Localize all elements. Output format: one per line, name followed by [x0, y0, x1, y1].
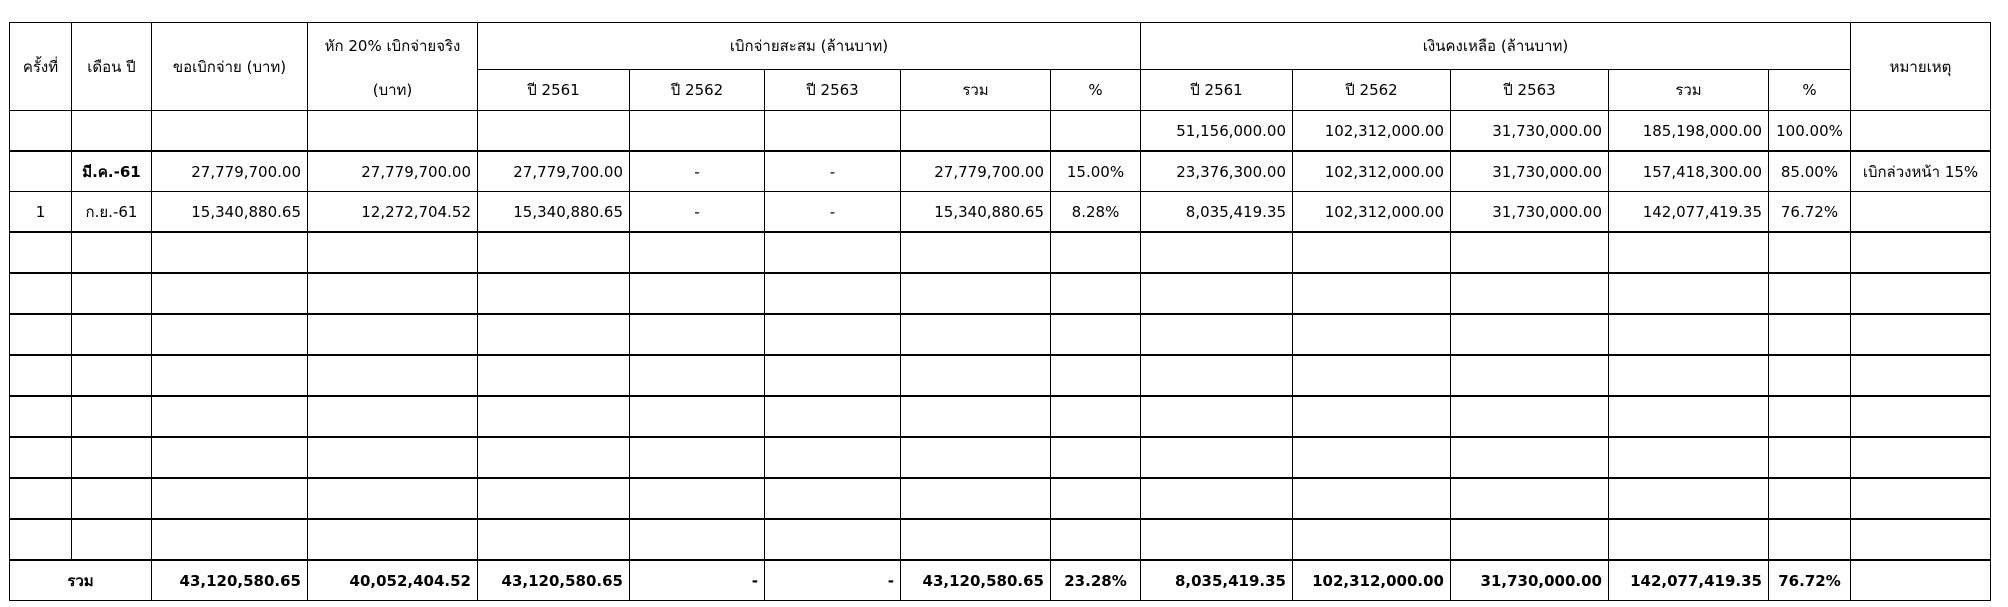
empty-row [10, 478, 1991, 519]
cell-deduct: 12,272,704.52 [308, 192, 478, 233]
header-rem-2563: ปี 2563 [1451, 70, 1609, 111]
table-row [10, 192, 1991, 233]
cell-rem-total: 142,077,419.35 [1609, 192, 1769, 233]
header-rem-2562: ปี 2562 [1293, 70, 1451, 111]
cell-rem-percent: 76.72% [1769, 192, 1851, 233]
cell-cum-2563 [765, 111, 901, 152]
cell-cum-2562 [630, 111, 765, 152]
total-label: รวม [10, 560, 152, 601]
cell-rem-2562: 102,312,000.00 [1293, 192, 1451, 233]
cell-cum-total: 15,340,880.65 [901, 192, 1051, 233]
cell-rem-2563: 31,730,000.00 [1451, 111, 1609, 152]
cell-month: มี.ค.-61 [72, 151, 152, 192]
total-cum-2561: 43,120,580.65 [478, 560, 630, 601]
cell-note [1851, 192, 1991, 233]
cell-cum-2561: 15,340,880.65 [478, 192, 630, 233]
cell-no [10, 111, 72, 152]
cell-cum-total: 27,779,700.00 [901, 151, 1051, 192]
table-row [10, 111, 1991, 152]
cell-rem-percent: 85.00% [1769, 151, 1851, 192]
cell-rem-2561: 8,035,419.35 [1141, 192, 1293, 233]
cell-cum-percent: 15.00% [1051, 151, 1141, 192]
total-rem-2563: 31,730,000.00 [1451, 560, 1609, 601]
empty-row [10, 273, 1991, 314]
total-rem-percent: 76.72% [1769, 560, 1851, 601]
cell-deduct [308, 111, 478, 152]
cell-rem-total: 185,198,000.00 [1609, 111, 1769, 152]
total-cum-percent: 23.28% [1051, 560, 1141, 601]
cell-note: เบิกล่วงหน้า 15% [1851, 151, 1991, 192]
cell-no: 1 [10, 192, 72, 233]
header-deduct-line1: หัก 20% เบิกจ่ายจริง [308, 23, 478, 70]
empty-row [10, 437, 1991, 478]
cell-month: ก.ย.-61 [72, 192, 152, 233]
cell-request: 27,779,700.00 [152, 151, 308, 192]
header-month: เดือน ปี [72, 23, 152, 111]
header-request: ขอเบิกจ่าย (บาท) [152, 23, 308, 111]
cell-month [72, 111, 152, 152]
total-note [1851, 560, 1991, 601]
header-cum-2563: ปี 2563 [765, 70, 901, 111]
header-note: หมายเหตุ [1851, 23, 1991, 111]
cell-rem-2561: 23,376,300.00 [1141, 151, 1293, 192]
total-cum-2562: - [630, 560, 765, 601]
header-remaining-group: เงินคงเหลือ (ล้านบาท) [1141, 23, 1851, 70]
header-no: ครั้งที่ [10, 23, 72, 111]
table-row [10, 151, 1991, 192]
header-rem-2561: ปี 2561 [1141, 70, 1293, 111]
cell-cum-percent [1051, 111, 1141, 152]
cell-cum-2563: - [765, 192, 901, 233]
cell-rem-2563: 31,730,000.00 [1451, 192, 1609, 233]
cell-cum-2563: - [765, 151, 901, 192]
cell-no [10, 151, 72, 192]
total-rem-2562: 102,312,000.00 [1293, 560, 1451, 601]
header-deduct-line2: (บาท) [308, 70, 478, 111]
empty-row [10, 519, 1991, 560]
header-rem-percent: % [1769, 70, 1851, 111]
cell-request [152, 111, 308, 152]
cell-cum-percent: 8.28% [1051, 192, 1141, 233]
disbursement-table [9, 22, 1991, 601]
total-cum-total: 43,120,580.65 [901, 560, 1051, 601]
cell-deduct: 27,779,700.00 [308, 151, 478, 192]
cell-rem-percent: 100.00% [1769, 111, 1851, 152]
empty-row [10, 396, 1991, 437]
cell-cum-2562: - [630, 151, 765, 192]
cell-rem-total: 157,418,300.00 [1609, 151, 1769, 192]
total-request: 43,120,580.65 [152, 560, 308, 601]
cell-note [1851, 111, 1991, 152]
header-cum-2561: ปี 2561 [478, 70, 630, 111]
header-rem-total: รวม [1609, 70, 1769, 111]
cell-request: 15,340,880.65 [152, 192, 308, 233]
disbursement-table-container [9, 22, 1991, 601]
header-cum-2562: ปี 2562 [630, 70, 765, 111]
empty-row [10, 232, 1991, 273]
cell-cum-total [901, 111, 1051, 152]
empty-row [10, 314, 1991, 355]
empty-row [10, 355, 1991, 396]
header-cumulative-group: เบิกจ่ายสะสม (ล้านบาท) [478, 23, 1141, 70]
cell-rem-2562: 102,312,000.00 [1293, 111, 1451, 152]
cell-rem-2562: 102,312,000.00 [1293, 151, 1451, 192]
cell-rem-2561: 51,156,000.00 [1141, 111, 1293, 152]
cell-cum-2561 [478, 111, 630, 152]
total-row [10, 560, 1991, 601]
total-cum-2563: - [765, 560, 901, 601]
total-rem-total: 142,077,419.35 [1609, 560, 1769, 601]
cell-cum-2561: 27,779,700.00 [478, 151, 630, 192]
total-rem-2561: 8,035,419.35 [1141, 560, 1293, 601]
cell-cum-2562: - [630, 192, 765, 233]
total-deduct: 40,052,404.52 [308, 560, 478, 601]
header-cum-total: รวม [901, 70, 1051, 111]
header-cum-percent: % [1051, 70, 1141, 111]
cell-rem-2563: 31,730,000.00 [1451, 151, 1609, 192]
